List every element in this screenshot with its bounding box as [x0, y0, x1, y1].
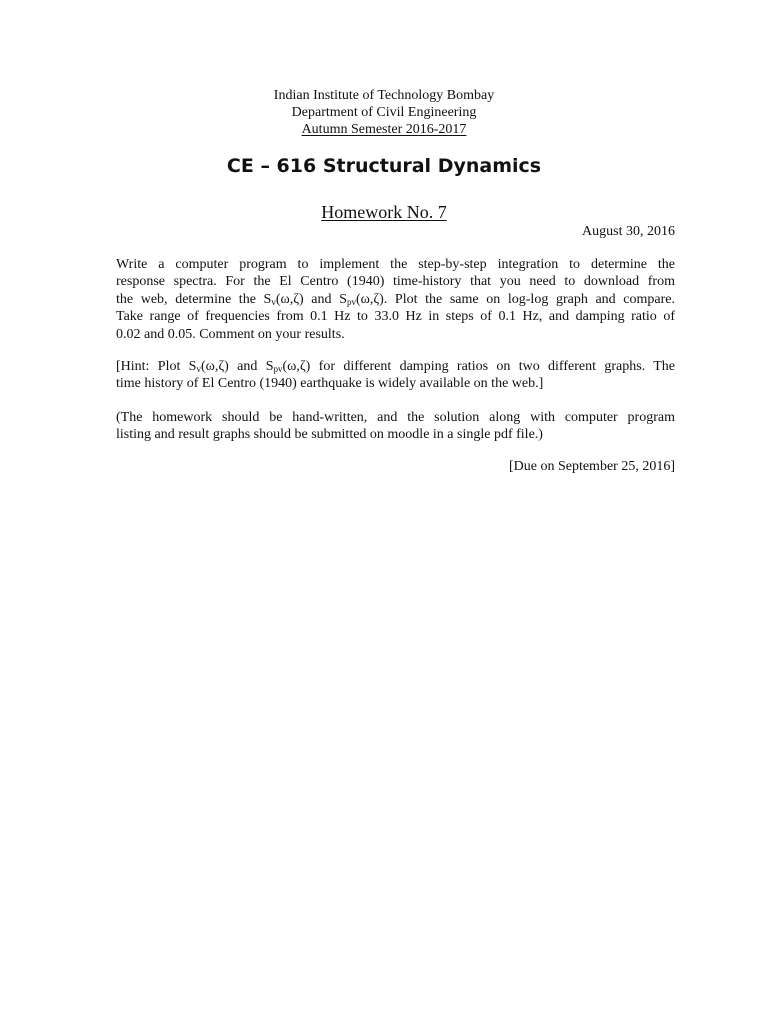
- task-line-5: 0.02 and 0.05. Comment on your results.: [116, 326, 345, 342]
- task-line-3-part: (ω,ζ). Plot the same on log-log graph and compare.: [355, 291, 675, 307]
- semester-line: [0, 121, 768, 138]
- department-name: Department of Civil Engineering: [291, 105, 477, 120]
- hint-line-1: [116, 358, 675, 375]
- paragraph-hint: [116, 358, 675, 393]
- hint-line-1-part: (ω,ζ) for different damping ratios on two different graphs. The: [282, 359, 675, 374]
- issue-date: August 30, 2016: [582, 224, 675, 239]
- task-line-3-part: the web, determine the S: [116, 291, 272, 307]
- subscript-pv: pv: [273, 364, 283, 374]
- hint-line-1-part: [Hint: Plot S: [116, 359, 197, 374]
- submission-line-1: (The homework should be hand-written, and the solution along with computer program: [116, 410, 675, 425]
- task-line-3: [116, 291, 675, 308]
- submission-line-2: listing and result graphs should be submitted on moodle in a single pdf file.): [116, 427, 543, 443]
- paragraph-task: [116, 256, 675, 343]
- subscript-v: v: [196, 364, 201, 374]
- homework-title: [0, 201, 768, 223]
- paragraph-submission: [116, 409, 675, 444]
- subscript-pv: pv: [346, 296, 356, 307]
- subscript-v: v: [271, 296, 276, 307]
- course-title: CE – 616 Structural Dynamics: [226, 155, 542, 177]
- task-line-4: Take range of frequencies from 0.1 Hz to 33.0 Hz in steps of 0.1 Hz, and damping ratio of: [116, 309, 675, 325]
- semester-text: Autumn Semester 2016-2017: [301, 122, 467, 137]
- task-line-1: Write a computer program to implement the step-by-step integration to determine the: [116, 257, 675, 272]
- hint-line-2: time history of El Centro (1940) earthquake is widely available on the web.]: [116, 376, 544, 392]
- homework-title-text: Homework No. 7: [321, 202, 447, 222]
- institute-name: Indian Institute of Technology Bombay: [273, 88, 495, 103]
- task-line-2: response spectra. For the El Centro (1940) time-history that you need to download from: [116, 274, 675, 290]
- task-line-3-part: (ω,ζ) and S: [275, 291, 347, 307]
- due-date: [Due on September 25, 2016]: [508, 459, 675, 474]
- hint-line-1-part: (ω,ζ) and S: [200, 359, 274, 374]
